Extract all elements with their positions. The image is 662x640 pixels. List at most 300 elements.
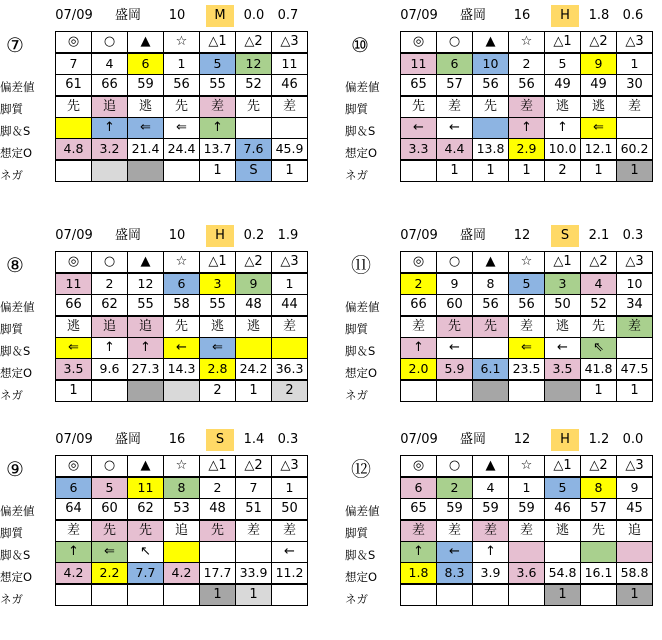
deviation-cell: 46	[272, 75, 308, 97]
nega-cell	[473, 584, 509, 606]
marks-cell: △3	[272, 32, 308, 54]
marks-cell: ○	[437, 32, 473, 54]
runner-count: 16	[513, 8, 531, 23]
run-cell: ↑	[473, 542, 509, 563]
marks-cell: ▲	[128, 32, 164, 54]
style-cell: 追	[92, 96, 128, 118]
style-cell: 逃	[56, 316, 92, 338]
style-cell: 先	[236, 96, 272, 118]
numbers-cell: 9	[581, 53, 617, 75]
numbers-cell: 11	[401, 53, 437, 75]
row-style	[401, 520, 653, 542]
style-cell: 先	[437, 316, 473, 338]
marks-cell: ▲	[128, 456, 164, 478]
odds-cell: 3.5	[545, 359, 581, 381]
nega-cell	[128, 160, 164, 182]
row-style	[56, 96, 308, 118]
numbers-cell: 5	[545, 477, 581, 499]
style-cell: 先	[473, 316, 509, 338]
numbers-cell: 9	[437, 273, 473, 295]
row-label-deviation: 偏差値	[0, 80, 35, 94]
row-label-nega: ネガ	[0, 388, 23, 402]
row-label-run: 脚＆S	[0, 548, 31, 562]
numbers-cell: 6	[401, 477, 437, 499]
nega-cell	[56, 160, 92, 182]
deviation-cell: 58	[164, 295, 200, 317]
run-cell	[473, 338, 509, 359]
nega-cell	[545, 380, 581, 402]
race-table	[400, 31, 653, 182]
deviation-cell: 57	[437, 75, 473, 97]
deviation-cell: 65	[401, 75, 437, 97]
row-numbers	[401, 53, 653, 75]
style-cell: 逃	[545, 520, 581, 542]
odds-cell: 4.4	[437, 139, 473, 161]
odds-cell: 3.6	[509, 563, 545, 585]
marks-cell: △2	[581, 32, 617, 54]
odds-cell: 13.7	[200, 139, 236, 161]
row-label-run: 脚＆S	[0, 344, 31, 358]
race-table	[400, 251, 653, 402]
row-style	[401, 96, 653, 118]
style-cell: 先	[473, 96, 509, 118]
row-run	[56, 118, 308, 139]
nega-cell: 2	[545, 160, 581, 182]
row-run	[401, 542, 653, 563]
race-date: 07/09	[400, 8, 438, 23]
deviation-cell: 62	[92, 295, 128, 317]
odds-cell: 3.3	[401, 139, 437, 161]
row-label-deviation: 偏差値	[345, 300, 380, 314]
odds-cell: 13.8	[473, 139, 509, 161]
marks-cell: △3	[272, 456, 308, 478]
nega-cell: 2	[200, 380, 236, 402]
nega-cell: 1	[437, 160, 473, 182]
value-two: 0.0	[622, 432, 644, 447]
row-label-deviation: 偏差値	[345, 504, 380, 518]
deviation-cell: 59	[437, 499, 473, 521]
race-block	[345, 428, 662, 628]
row-label-odds: 想定O	[0, 146, 33, 160]
value-one: 0.2	[243, 228, 265, 243]
run-cell: ↑	[509, 118, 545, 139]
row-label-odds: 想定O	[345, 570, 378, 584]
style-cell: 追	[92, 316, 128, 338]
odds-cell: 60.2	[617, 139, 653, 161]
row-marks	[401, 32, 653, 54]
marks-cell: △1	[545, 32, 581, 54]
run-cell: ←	[164, 338, 200, 359]
deviation-cell: 60	[437, 295, 473, 317]
deviation-cell: 65	[401, 499, 437, 521]
run-cell: ←	[401, 118, 437, 139]
numbers-cell: 4	[92, 53, 128, 75]
grade-badge: H	[551, 429, 579, 451]
race-number: ⑧	[6, 253, 24, 277]
style-cell: 差	[56, 520, 92, 542]
style-cell: 差	[437, 520, 473, 542]
deviation-cell: 48	[236, 295, 272, 317]
numbers-cell: 12	[128, 273, 164, 295]
race-number: ⑨	[6, 457, 24, 481]
numbers-cell: 7	[56, 53, 92, 75]
odds-cell: 4.8	[56, 139, 92, 161]
numbers-cell: 2	[200, 477, 236, 499]
marks-cell: △2	[581, 456, 617, 478]
nega-cell: 1	[200, 584, 236, 606]
nega-cell	[92, 584, 128, 606]
run-cell: ↑	[128, 338, 164, 359]
row-nega	[56, 160, 308, 182]
race-table	[400, 455, 653, 606]
odds-cell: 3.9	[473, 563, 509, 585]
numbers-cell: 7	[236, 477, 272, 499]
style-cell: 逃	[128, 96, 164, 118]
numbers-cell: 5	[545, 53, 581, 75]
style-cell: 差	[200, 96, 236, 118]
run-cell	[200, 542, 236, 563]
runner-count: 10	[168, 8, 186, 23]
nega-cell	[401, 584, 437, 606]
deviation-cell: 55	[200, 75, 236, 97]
row-deviation	[56, 75, 308, 97]
odds-cell: 41.8	[581, 359, 617, 381]
deviation-cell: 62	[128, 499, 164, 521]
odds-cell: 11.2	[272, 563, 308, 585]
row-label-style: 脚質	[345, 526, 368, 540]
odds-cell: 12.1	[581, 139, 617, 161]
numbers-cell: 10	[617, 273, 653, 295]
style-cell: 差	[509, 96, 545, 118]
odds-cell: 45.9	[272, 139, 308, 161]
row-marks	[401, 456, 653, 478]
row-deviation	[401, 499, 653, 521]
odds-cell: 54.8	[545, 563, 581, 585]
row-label-odds: 想定O	[0, 570, 33, 584]
run-cell: ↑	[200, 118, 236, 139]
row-label-style: 脚質	[0, 102, 23, 116]
marks-cell: ▲	[473, 252, 509, 274]
numbers-cell: 8	[581, 477, 617, 499]
marks-cell: △2	[236, 252, 272, 274]
numbers-cell: 11	[272, 53, 308, 75]
value-two: 0.3	[277, 432, 299, 447]
numbers-cell: 1	[164, 53, 200, 75]
row-nega	[401, 380, 653, 402]
run-cell	[617, 338, 653, 359]
marks-cell: ◎	[401, 252, 437, 274]
value-two: 0.3	[622, 228, 644, 243]
nega-cell	[473, 380, 509, 402]
odds-cell: 2.8	[200, 359, 236, 381]
race-date: 07/09	[55, 228, 93, 243]
odds-cell: 14.3	[164, 359, 200, 381]
odds-cell: 2.0	[401, 359, 437, 381]
style-cell: 差	[509, 520, 545, 542]
race-number: ⑦	[6, 33, 24, 57]
row-label-deviation: 偏差値	[0, 300, 35, 314]
numbers-cell: 1	[272, 273, 308, 295]
run-cell: ⇐	[128, 118, 164, 139]
nega-cell	[272, 584, 308, 606]
numbers-cell: 6	[164, 273, 200, 295]
marks-cell: ▲	[473, 32, 509, 54]
value-two: 0.6	[622, 8, 644, 23]
run-cell: ←	[545, 338, 581, 359]
nega-cell: 1	[473, 160, 509, 182]
run-cell: ↑	[401, 542, 437, 563]
nega-cell	[437, 380, 473, 402]
nega-cell: 1	[617, 584, 653, 606]
style-cell: 先	[56, 96, 92, 118]
grade-badge: S	[551, 225, 579, 247]
numbers-cell: 2	[92, 273, 128, 295]
row-nega	[401, 584, 653, 606]
odds-cell: 47.5	[617, 359, 653, 381]
race-block	[345, 4, 662, 204]
row-label-run: 脚＆S	[0, 124, 31, 138]
nega-cell: 1	[581, 380, 617, 402]
odds-cell: 9.6	[92, 359, 128, 381]
row-label-odds: 想定O	[345, 366, 378, 380]
style-cell: 先	[128, 520, 164, 542]
deviation-cell: 34	[617, 295, 653, 317]
run-cell: ↖	[128, 542, 164, 563]
style-cell: 追	[128, 316, 164, 338]
row-run	[56, 542, 308, 563]
nega-cell	[128, 584, 164, 606]
deviation-cell: 61	[56, 75, 92, 97]
row-numbers	[56, 273, 308, 295]
runner-count: 10	[168, 228, 186, 243]
row-label-style: 脚質	[0, 322, 23, 336]
deviation-cell: 50	[545, 295, 581, 317]
numbers-cell: 6	[56, 477, 92, 499]
marks-cell: △1	[545, 456, 581, 478]
track-name: 盛岡	[114, 432, 141, 447]
runner-count: 16	[168, 432, 186, 447]
row-run	[401, 118, 653, 139]
style-cell: 差	[509, 316, 545, 338]
odds-cell: 7.6	[236, 139, 272, 161]
track-name: 盛岡	[459, 228, 486, 243]
runner-count: 12	[513, 432, 531, 447]
deviation-cell: 66	[92, 75, 128, 97]
row-odds	[401, 359, 653, 381]
nega-cell	[581, 584, 617, 606]
row-label-run: 脚＆S	[345, 548, 376, 562]
odds-cell: 16.1	[581, 563, 617, 585]
deviation-cell: 49	[545, 75, 581, 97]
deviation-cell: 55	[128, 295, 164, 317]
odds-cell: 58.8	[617, 563, 653, 585]
row-numbers	[401, 273, 653, 295]
odds-cell: 4.2	[56, 563, 92, 585]
deviation-cell: 56	[509, 75, 545, 97]
style-cell: 先	[164, 316, 200, 338]
race-block	[345, 224, 662, 424]
numbers-cell: 11	[56, 273, 92, 295]
race-block	[0, 4, 317, 204]
marks-cell: ○	[92, 252, 128, 274]
odds-cell: 10.0	[545, 139, 581, 161]
nega-cell: S	[236, 160, 272, 182]
style-cell: 逃	[581, 96, 617, 118]
marks-cell: ☆	[509, 252, 545, 274]
nega-cell	[92, 160, 128, 182]
run-cell: ←	[437, 542, 473, 563]
numbers-cell: 6	[437, 53, 473, 75]
style-cell: 先	[581, 316, 617, 338]
run-cell: ⇐	[56, 338, 92, 359]
run-cell	[236, 118, 272, 139]
run-cell: ←	[272, 542, 308, 563]
numbers-cell: 1	[509, 477, 545, 499]
numbers-cell: 2	[401, 273, 437, 295]
odds-cell: 27.3	[128, 359, 164, 381]
marks-cell: △3	[617, 456, 653, 478]
row-label-style: 脚質	[345, 102, 368, 116]
grade-badge: S	[206, 429, 234, 451]
row-marks	[56, 456, 308, 478]
marks-cell: ☆	[164, 456, 200, 478]
odds-cell: 3.2	[92, 139, 128, 161]
nega-cell: 1	[545, 584, 581, 606]
deviation-cell: 52	[236, 75, 272, 97]
numbers-cell: 1	[272, 477, 308, 499]
race-block	[0, 224, 317, 424]
race-date: 07/09	[55, 432, 93, 447]
nega-cell: 1	[272, 160, 308, 182]
numbers-cell: 12	[236, 53, 272, 75]
deviation-cell: 55	[200, 295, 236, 317]
run-cell: ⇐	[509, 338, 545, 359]
value-two: 1.9	[277, 228, 299, 243]
grade-badge: M	[206, 5, 234, 27]
marks-cell: ◎	[401, 456, 437, 478]
numbers-cell: 9	[236, 273, 272, 295]
row-odds	[56, 139, 308, 161]
run-cell: ←	[437, 338, 473, 359]
deviation-cell: 66	[56, 295, 92, 317]
value-one: 1.2	[588, 432, 610, 447]
style-cell: 追	[617, 520, 653, 542]
nega-cell: 2	[272, 380, 308, 402]
marks-cell: ○	[437, 456, 473, 478]
numbers-cell: 8	[164, 477, 200, 499]
numbers-cell: 3	[545, 273, 581, 295]
run-cell	[617, 542, 653, 563]
row-label-run: 脚＆S	[345, 344, 376, 358]
style-cell: 差	[272, 520, 308, 542]
row-label-nega: ネガ	[345, 168, 368, 182]
run-cell	[509, 542, 545, 563]
run-cell	[56, 118, 92, 139]
marks-cell: ◎	[56, 456, 92, 478]
runner-count: 12	[513, 228, 531, 243]
grade-badge: H	[206, 225, 234, 247]
marks-cell: ☆	[509, 456, 545, 478]
marks-cell: ☆	[164, 32, 200, 54]
nega-cell	[92, 380, 128, 402]
style-cell: 先	[92, 520, 128, 542]
odds-cell: 21.4	[128, 139, 164, 161]
nega-cell	[56, 584, 92, 606]
nega-cell	[164, 160, 200, 182]
marks-cell: ◎	[56, 252, 92, 274]
odds-cell: 2.9	[509, 139, 545, 161]
numbers-cell: 8	[473, 273, 509, 295]
row-nega	[56, 584, 308, 606]
run-cell	[473, 118, 509, 139]
row-nega	[401, 160, 653, 182]
run-cell: ⇐	[164, 118, 200, 139]
odds-cell: 24.2	[236, 359, 272, 381]
row-label-nega: ネガ	[345, 592, 368, 606]
marks-cell: △3	[617, 32, 653, 54]
deviation-cell: 46	[545, 499, 581, 521]
row-odds	[401, 139, 653, 161]
race-number: ⑪	[351, 253, 371, 277]
value-two: 0.7	[277, 8, 299, 23]
row-marks	[56, 252, 308, 274]
marks-cell: △2	[236, 32, 272, 54]
row-numbers	[401, 477, 653, 499]
marks-cell: ▲	[473, 456, 509, 478]
race-block	[0, 428, 317, 628]
run-cell	[545, 542, 581, 563]
odds-cell: 17.7	[200, 563, 236, 585]
run-cell	[236, 542, 272, 563]
row-label-deviation: 偏差値	[0, 504, 35, 518]
numbers-cell: 5	[200, 53, 236, 75]
row-label-nega: ネガ	[345, 388, 368, 402]
row-marks	[401, 252, 653, 274]
style-cell: 追	[164, 520, 200, 542]
run-cell	[236, 338, 272, 359]
odds-cell: 23.5	[509, 359, 545, 381]
deviation-cell: 56	[473, 295, 509, 317]
style-cell: 差	[401, 316, 437, 338]
row-label-run: 脚＆S	[345, 124, 376, 138]
run-cell: ⇖	[581, 338, 617, 359]
odds-cell: 8.3	[437, 563, 473, 585]
numbers-cell: 4	[473, 477, 509, 499]
numbers-cell: 9	[617, 477, 653, 499]
run-cell: ↑	[545, 118, 581, 139]
numbers-cell: 2	[437, 477, 473, 499]
row-label-nega: ネガ	[0, 168, 23, 182]
marks-cell: △2	[581, 252, 617, 274]
style-cell: 差	[401, 520, 437, 542]
style-cell: 先	[401, 96, 437, 118]
run-cell: ⇐	[92, 542, 128, 563]
value-one: 2.1	[588, 228, 610, 243]
row-label-odds: 想定O	[345, 146, 378, 160]
row-style	[56, 520, 308, 542]
deviation-cell: 66	[401, 295, 437, 317]
value-one: 1.4	[243, 432, 265, 447]
deviation-cell: 53	[164, 499, 200, 521]
style-cell: 逃	[236, 316, 272, 338]
style-cell: 差	[236, 520, 272, 542]
odds-cell: 6.1	[473, 359, 509, 381]
run-cell: ↑	[92, 338, 128, 359]
nega-cell	[509, 584, 545, 606]
row-odds	[56, 563, 308, 585]
deviation-cell: 45	[617, 499, 653, 521]
style-cell: 差	[617, 96, 653, 118]
